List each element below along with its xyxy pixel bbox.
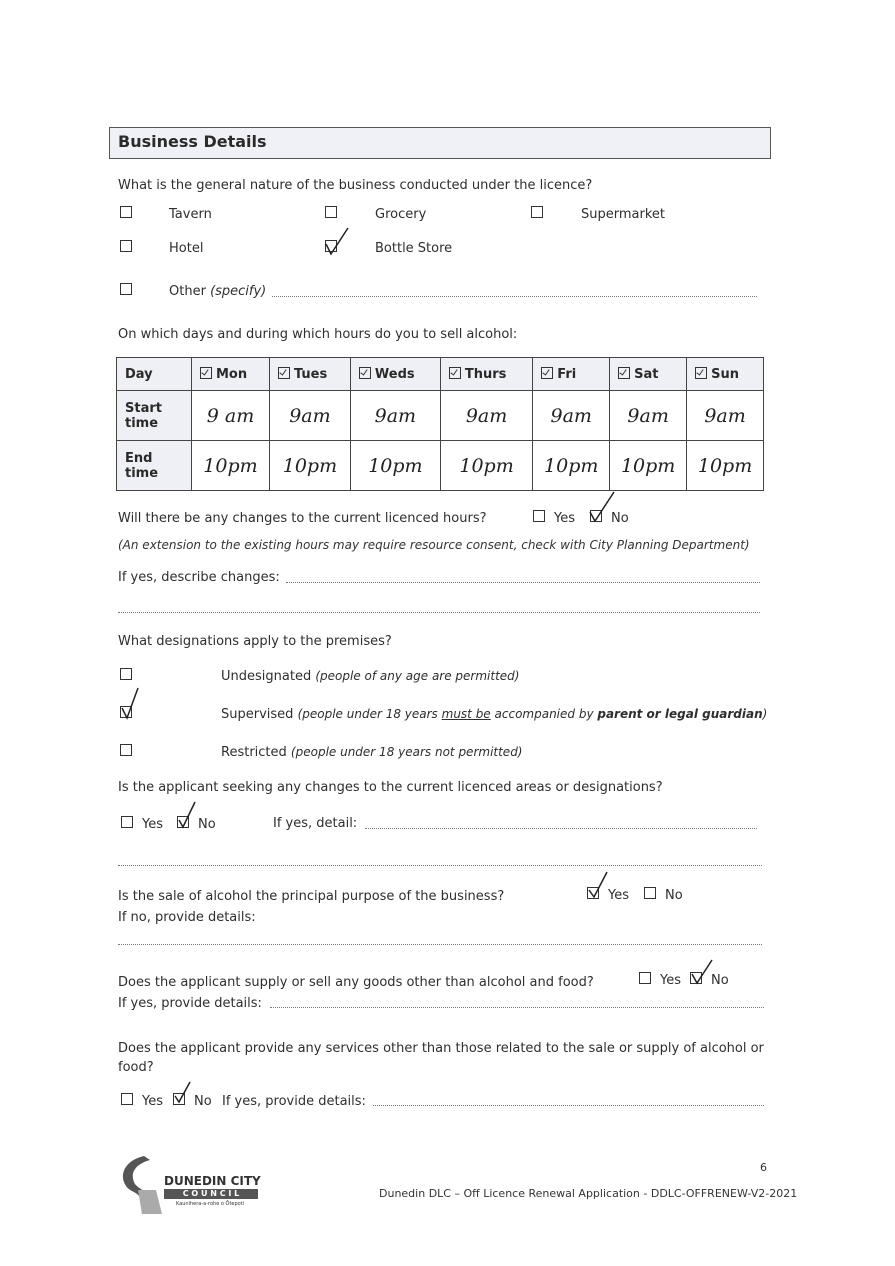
- page-number: 6: [760, 1161, 767, 1174]
- area-change-detail-field[interactable]: [365, 828, 757, 829]
- hours-change-no-label: No: [611, 511, 629, 526]
- other-services-detail-field[interactable]: [373, 1105, 764, 1106]
- day-label: Weds: [374, 366, 415, 382]
- principal-purpose-no-label: No: [665, 888, 683, 903]
- other-goods-yes-checkbox[interactable]: [639, 972, 651, 984]
- label-line: End: [125, 450, 153, 466]
- hours-question: On which days and during which hours do you to sell alcohol:: [118, 327, 518, 342]
- other-services-yes-label: Yes: [142, 1094, 163, 1109]
- end-time-tues[interactable]: 10pm: [269, 441, 350, 491]
- supervised-hint-a: (people under 18 years: [297, 707, 442, 721]
- other-services-detail-label: If yes, provide details:: [222, 1094, 366, 1109]
- section-title: Business Details: [118, 132, 267, 151]
- logo-council-band: C O U N C I L: [164, 1189, 258, 1199]
- start-time-weds[interactable]: 9am: [350, 391, 440, 441]
- checkbox-hotel[interactable]: [120, 240, 132, 252]
- council-logo: [116, 1152, 271, 1217]
- other-hint: (specify): [210, 284, 267, 299]
- other-goods-no-label: No: [711, 973, 729, 988]
- day-label: Tues: [293, 366, 328, 382]
- other-goods-detail-label: If yes, provide details:: [118, 996, 262, 1011]
- label-supervised: [221, 707, 767, 722]
- start-time-fri[interactable]: 9am: [533, 391, 610, 441]
- label-supermarket: Supermarket: [581, 207, 665, 222]
- checkbox-tavern[interactable]: [120, 206, 132, 218]
- hours-change-question: Will there be any changes to the current licenced hours?: [118, 511, 487, 526]
- other-services-no-label: No: [194, 1094, 212, 1109]
- area-change-question: Is the applicant seeking any changes to the current licenced areas or designations?: [118, 780, 663, 795]
- other-goods-detail-field[interactable]: [270, 1007, 764, 1008]
- day-header-sat[interactable]: [610, 358, 687, 391]
- day-checkbox-thurs[interactable]: [449, 367, 461, 379]
- area-change-detail-field-line2[interactable]: [118, 865, 762, 866]
- end-time-thurs[interactable]: 10pm: [440, 441, 532, 491]
- area-change-no-label: No: [198, 817, 216, 832]
- supervised-hint-must: must be: [441, 707, 491, 721]
- logo-name: DUNEDIN CITY: [164, 1174, 261, 1188]
- label-line: Start: [125, 400, 162, 416]
- label-grocery: Grocery: [375, 207, 427, 222]
- checkbox-other[interactable]: [120, 283, 132, 295]
- day-header-tues[interactable]: [269, 358, 350, 391]
- day-checkbox-tues[interactable]: [278, 367, 290, 379]
- day-label: Sun: [711, 366, 739, 382]
- start-time-mon[interactable]: 9 am: [192, 391, 270, 441]
- label-restricted: [221, 745, 523, 760]
- designations-question: What designations apply to the premises?: [118, 634, 392, 649]
- check-mark-icon: [322, 226, 352, 258]
- document-reference: Dunedin DLC – Off Licence Renewal Application - DDLC-OFFRENEW-V2-2021: [379, 1187, 798, 1200]
- hours-change-yes-checkbox[interactable]: [533, 510, 545, 522]
- label-undesignated: [221, 669, 519, 684]
- checkbox-grocery[interactable]: [325, 206, 337, 218]
- area-change-yes-label: Yes: [142, 817, 163, 832]
- nature-question: What is the general nature of the business conducted under the licence?: [118, 178, 593, 193]
- day-header-mon[interactable]: [192, 358, 270, 391]
- principal-purpose-no-checkbox[interactable]: [644, 887, 656, 899]
- describe-changes-field[interactable]: [286, 582, 760, 583]
- hours-change-note: (An extension to the existing hours may require resource consent, check with City Planning Department): [118, 538, 750, 552]
- label-bottle-store: Bottle Store: [375, 241, 453, 256]
- hours-table: [116, 357, 764, 491]
- day-header-weds[interactable]: [350, 358, 440, 391]
- undesignated-hint: (people of any age are permitted): [315, 669, 520, 683]
- start-time-sun[interactable]: 9am: [687, 391, 764, 441]
- undesignated-text: Undesignated: [221, 669, 312, 684]
- day-label: Mon: [216, 366, 248, 382]
- hours-header-row: [117, 358, 764, 391]
- other-services-question: Does the applicant provide any services other than those related to the sale or supply of alcohol or: [118, 1041, 764, 1056]
- label-tavern: Tavern: [169, 207, 212, 222]
- day-label: Fri: [557, 366, 577, 382]
- check-mark-icon: [118, 686, 146, 720]
- day-header: Day: [117, 358, 192, 391]
- day-header-fri[interactable]: [533, 358, 610, 391]
- hours-change-yes-label: Yes: [554, 511, 575, 526]
- start-time-tues[interactable]: 9am: [269, 391, 350, 441]
- day-label: Thurs: [464, 366, 507, 382]
- day-checkbox-sun[interactable]: [695, 367, 707, 379]
- supervised-hint-bold: parent or legal guardian: [597, 707, 763, 721]
- end-time-sat[interactable]: 10pm: [610, 441, 687, 491]
- principal-purpose-question: Is the sale of alcohol the principal purpose of the business?: [118, 889, 505, 904]
- describe-changes-field-line2[interactable]: [118, 612, 760, 613]
- supervised-hint-c: ): [762, 707, 768, 721]
- section-header: [109, 127, 771, 159]
- end-time-fri[interactable]: 10pm: [533, 441, 610, 491]
- label-other: [169, 284, 266, 299]
- other-label: Other: [169, 284, 206, 299]
- council-logo-icon: [116, 1152, 166, 1217]
- other-specify-field[interactable]: [272, 296, 757, 297]
- other-services-question-cont: food?: [118, 1060, 154, 1075]
- start-time-sat[interactable]: 9am: [610, 391, 687, 441]
- checkbox-restricted[interactable]: [120, 744, 132, 756]
- end-time-mon[interactable]: 10pm: [192, 441, 270, 491]
- area-change-detail-label: If yes, detail:: [273, 816, 358, 831]
- logo-tagline: Kaunihera-a-rohe o Ōtepoti: [176, 1201, 245, 1207]
- other-services-yes-checkbox[interactable]: [121, 1093, 133, 1105]
- principal-purpose-yes-label: Yes: [608, 888, 629, 903]
- supervised-text: Supervised: [221, 707, 294, 722]
- day-checkbox-sat[interactable]: [618, 367, 630, 379]
- checkbox-supermarket[interactable]: [531, 206, 543, 218]
- label-hotel: Hotel: [169, 241, 204, 256]
- day-header-thurs[interactable]: [440, 358, 532, 391]
- describe-changes-label: If yes, describe changes:: [118, 570, 280, 585]
- other-goods-question: Does the applicant supply or sell any goods other than alcohol and food?: [118, 975, 594, 990]
- day-checkbox-mon[interactable]: [200, 367, 212, 379]
- end-time-label: [117, 441, 192, 491]
- end-time-weds[interactable]: 10pm: [350, 441, 440, 491]
- day-label: Sat: [634, 366, 659, 382]
- checkbox-undesignated[interactable]: [120, 668, 132, 680]
- day-checkbox-weds[interactable]: [359, 367, 371, 379]
- restricted-text: Restricted: [221, 745, 287, 760]
- other-goods-yes-label: Yes: [660, 973, 681, 988]
- principal-purpose-detail-field[interactable]: [118, 944, 762, 945]
- start-time-label: [117, 391, 192, 441]
- check-mark-icon: [171, 1080, 195, 1106]
- end-time-sun[interactable]: 10pm: [687, 441, 764, 491]
- start-time-row: [117, 391, 764, 441]
- day-header-sun[interactable]: [687, 358, 764, 391]
- label-line: time: [125, 465, 159, 481]
- restricted-hint: (people under 18 years not permitted): [290, 745, 523, 759]
- end-time-row: [117, 441, 764, 491]
- label-line: time: [125, 415, 159, 431]
- supervised-hint-b: accompanied by: [490, 707, 598, 721]
- area-change-yes-checkbox[interactable]: [121, 816, 133, 828]
- day-checkbox-fri[interactable]: [541, 367, 553, 379]
- principal-purpose-detail-label: If no, provide details:: [118, 910, 256, 925]
- start-time-thurs[interactable]: 9am: [440, 391, 532, 441]
